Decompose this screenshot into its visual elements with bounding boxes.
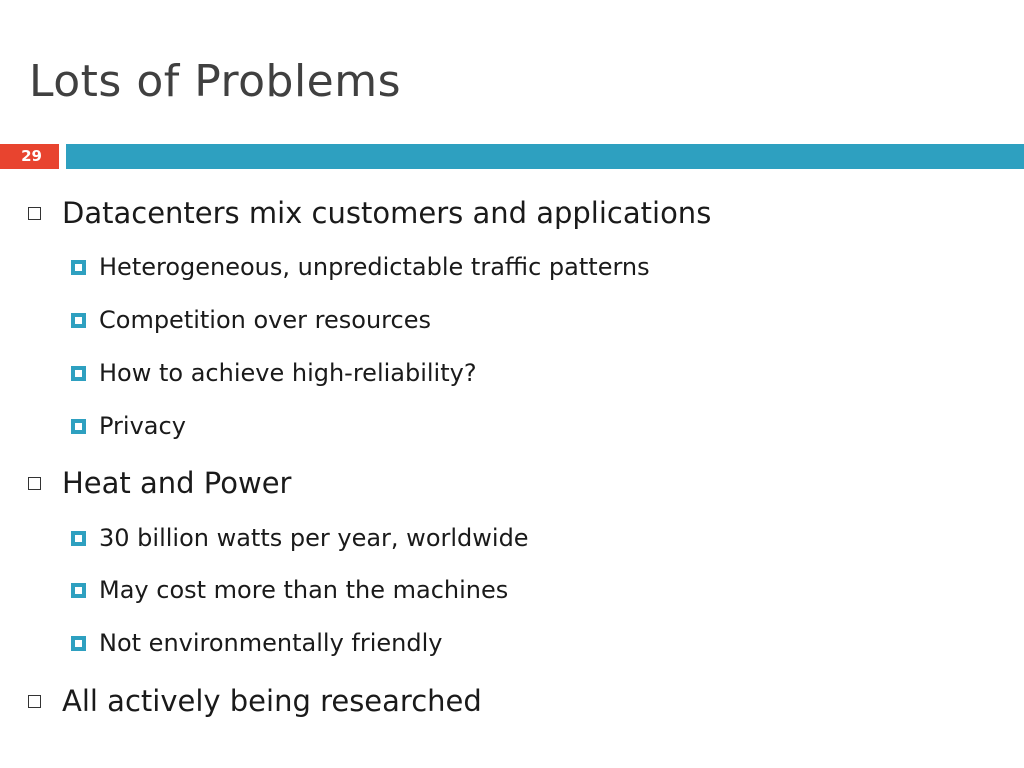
- sub-bullet-text: Heterogeneous, unpredictable traffic patterns: [99, 253, 650, 281]
- filled-square-icon: [71, 313, 86, 328]
- page-number-badge: 29: [0, 144, 59, 169]
- sub-bullet-item: [71, 250, 650, 284]
- bullet-text: Heat and Power: [62, 466, 292, 500]
- sub-bullet-text: 30 billion watts per year, worldwide: [99, 524, 529, 552]
- sub-bullet-item: [71, 573, 508, 607]
- hollow-square-icon: [28, 695, 41, 708]
- sub-bullet-item: [71, 356, 477, 390]
- filled-square-icon: [71, 260, 86, 275]
- sub-bullet-item: [71, 303, 431, 337]
- sub-bullet-item: [71, 409, 186, 443]
- hollow-square-icon: [28, 207, 41, 220]
- filled-square-icon: [71, 636, 86, 651]
- sub-bullet-text: Not environmentally friendly: [99, 629, 443, 657]
- bullet-text: All actively being researched: [62, 684, 482, 718]
- sub-bullet-item: [71, 626, 442, 660]
- sub-bullet-text: May cost more than the machines: [99, 576, 509, 604]
- bullet-item: [28, 463, 291, 503]
- sub-bullet-text: How to achieve high-reliability?: [99, 359, 477, 387]
- sub-bullet-item: [71, 521, 529, 555]
- filled-square-icon: [71, 366, 86, 381]
- filled-square-icon: [71, 531, 86, 546]
- filled-square-icon: [71, 583, 86, 598]
- hollow-square-icon: [28, 477, 41, 490]
- bullet-item: [28, 681, 482, 721]
- bullet-text: Datacenters mix customers and applications: [62, 196, 712, 230]
- sub-bullet-text: Privacy: [99, 412, 186, 440]
- slide-title: Lots of Problems: [29, 56, 402, 107]
- bullet-item: [28, 193, 711, 233]
- filled-square-icon: [71, 419, 86, 434]
- sub-bullet-text: Competition over resources: [99, 306, 431, 334]
- accent-bar: [66, 144, 1024, 169]
